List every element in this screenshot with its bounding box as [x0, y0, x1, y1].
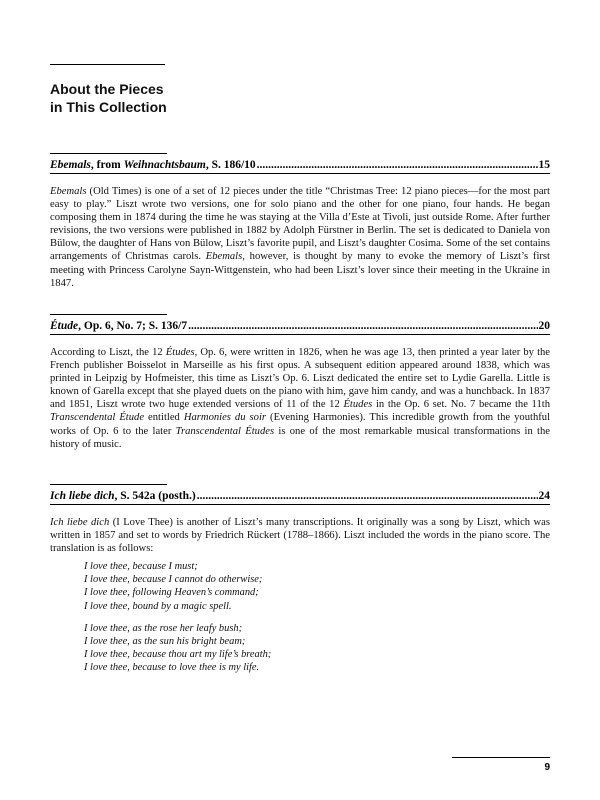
section-page-number: 20 [538, 320, 550, 332]
body-paragraph: Ebemals (Old Times) is one of a set of 12 pieces under the title “Christmas Tree: 12 piano pieces—for the most part easy to play.” Liszt wrote two versions, one for solo piano and the other for one piano, four hands. He began composing them in 1874 during the time he was staying at the Villa d’Este at Tivoli, just outside Rome. After further revisions, the two versions were published in 1882 by Adolph Fürstner in Berlin. The set is dedicated to Daniela von Bülow, the daughter of Hans von Bülow, Liszt’s favorite pupil, and Liszt’s daughter Cosima. Some of the set contains arrangements of Christmas carols. Ebemals, however, is thought by many to evoke the memory of Liszt’s first meeting with Princess Carolyne Sayn-Wittgenstein, who had been Liszt’s lover since their meeting in the Ukraine in 1847. [50, 186, 550, 289]
poem-line: I love thee, as the sun his bright beam; [84, 635, 246, 647]
section-title: Ich liebe dich, S. 542a (posth.) [50, 490, 196, 502]
section-title: Ebemals, from Weihnachtsbaum, S. 186/10 [50, 159, 256, 171]
leader-dots [188, 319, 537, 333]
leader-dots [197, 489, 538, 503]
heading-line-1: About the Pieces [50, 81, 164, 97]
section-body [50, 516, 550, 555]
section-rule [50, 314, 167, 315]
section-rule [50, 153, 167, 154]
section-body [50, 346, 550, 451]
body-paragraph: Ich liebe dich (I Love Thee) is another of Liszt’s many transcriptions. It originally was a song by Liszt, which was written in 1857 and set to words by Friedrich Rückert (1788–1866). Liszt included the words in the piano score. The translation is as follows: [50, 517, 550, 555]
page-number: 9 [544, 762, 550, 773]
poem-line: I love thee, because thou art my life’s breath; [84, 648, 272, 660]
section-title-line [50, 319, 550, 333]
poem-line: I love thee, because I must; [84, 561, 198, 573]
poem-stanza [84, 622, 550, 674]
poem-translation [84, 560, 550, 674]
heading-line-2: in This Collection [50, 99, 167, 115]
section-page-number: 15 [538, 159, 550, 171]
section-ich-liebe-dich [50, 484, 550, 674]
section-body [50, 185, 550, 290]
section-title-line [50, 489, 550, 503]
section-page-number: 24 [538, 490, 550, 502]
poem-line: I love thee, as the rose her leafy bush; [84, 622, 243, 634]
footer-rule [452, 757, 550, 758]
poem-line: I love thee, because I cannot do otherwise; [84, 574, 263, 586]
poem-line: I love thee, because to love thee is my life. [84, 661, 260, 673]
poem-line: I love thee, bound by a magic spell. [84, 600, 232, 612]
section-rule [50, 484, 167, 485]
section-title-line [50, 158, 550, 172]
section-underline [50, 334, 550, 335]
section-underline [50, 504, 550, 505]
section-underline [50, 173, 550, 174]
leader-dots [257, 158, 538, 172]
poem-line: I love thee, following Heaven’s command; [84, 587, 259, 599]
page-heading [50, 80, 167, 116]
section-ebemals [50, 153, 550, 290]
heading-rule [50, 64, 165, 65]
poem-stanza [84, 560, 550, 612]
section-etude [50, 314, 550, 451]
section-title: Étude, Op. 6, No. 7; S. 136/7 [50, 320, 188, 332]
body-paragraph: According to Liszt, the 12 Études, Op. 6, were written in 1826, when he was age 13, then printed a year later by the French publisher Boisselot in Marseille as his first opus. A subsequent edition appeared around 1838, which was printed in Leipzig by Hofmeister, this time as Liszt’s Op. 6. Liszt dedicated the entire set to Lydie Garella. Little is known of Garella except that she played duets on the piano with him, gave him candy, and was a hunchback. In 1837 and 1851, Liszt wrote two huge extended versions of 11 of the 12 Études in the Op. 6 set. No. 7 became the 11th Transcendental Étude entitled Harmonies du soir (Evening Harmonies). This incredible growth from the youthful works of Op. 6 to the later Transcendental Études is one of the most remarkable musical transformations in the history of music. [50, 347, 551, 450]
